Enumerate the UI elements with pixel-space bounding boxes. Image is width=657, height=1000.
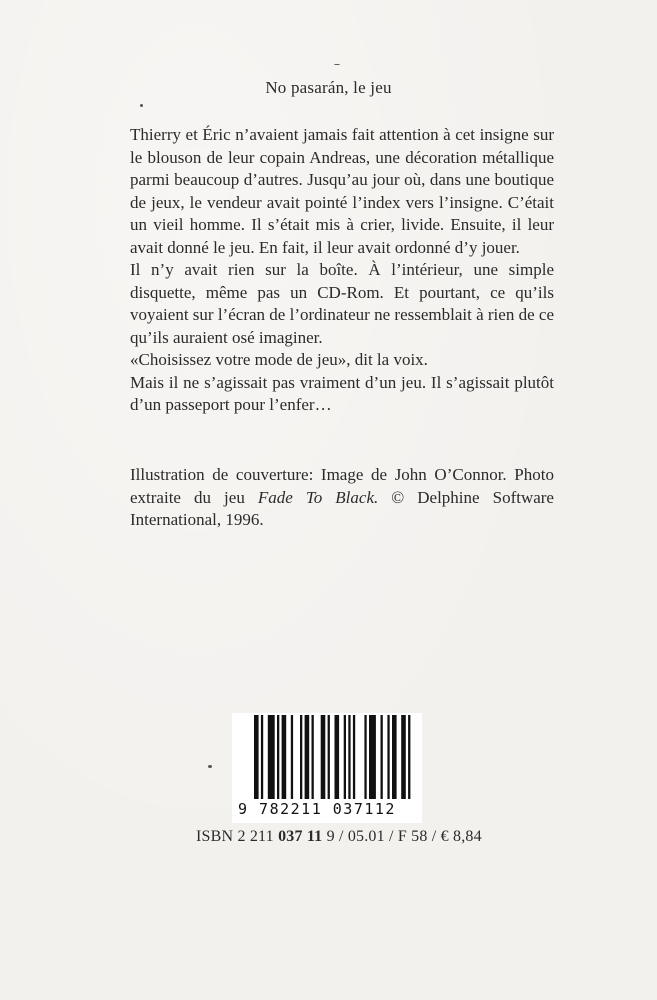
barcode-bar: [321, 715, 326, 799]
barcode-bar: [328, 715, 330, 799]
barcode-bar: [408, 715, 410, 799]
barcode-bar: [353, 715, 355, 799]
barcode-bar: [381, 715, 383, 799]
barcode-digits: 9 782211 037112: [238, 800, 396, 818]
barcode: [232, 713, 422, 823]
book-title: No pasarán, le jeu: [265, 78, 392, 97]
isbn-line: [196, 828, 482, 846]
barcode-bar: [254, 715, 259, 799]
isbn-suffix: 9 / 05.01 / F 58 / € 8,84: [322, 828, 482, 845]
barcode-bar: [364, 715, 366, 799]
barcode-bar: [300, 715, 302, 799]
barcode-bar: [282, 715, 287, 799]
barcode-bar: [261, 715, 263, 799]
dust-speck: [208, 765, 212, 768]
isbn-prefix: ISBN 2 211: [196, 828, 279, 845]
barcode-bar: [401, 715, 406, 799]
cover-credits: [130, 464, 554, 532]
blurb-paragraph-3: «Choisissez votre mode de jeu», dit la voix.: [130, 350, 428, 369]
barcode-bar: [387, 715, 389, 799]
barcode-bar: [268, 715, 275, 799]
barcode-bar: [348, 715, 350, 799]
credits-game-title: Fade To Black.: [257, 487, 379, 507]
blurb: [130, 124, 554, 417]
barcode-bars: [232, 713, 422, 803]
blurb-paragraph-4: Mais il ne s’agissait pas vraiment d’un jeu. Il s’agissait plutôt d’un passeport pour l’enfer…: [130, 372, 554, 414]
barcode-bar: [369, 715, 376, 799]
blurb-paragraph-2: Il n’y avait rien sur la boîte. À l’intérieur, une simple disquette, même pas un CD-Rom. Et pourtant, ce qu’ils voyaient sur l’écran de l’ordinateur ne ressemblait à rien de ce qu’ils auraient osé imaginer.: [130, 260, 554, 347]
credits-text-1: Illustration de couverture: Image de John O’Connor. Photo extraite du jeu: [130, 465, 554, 507]
dust-speck: [140, 104, 143, 107]
isbn-bold: 037 11: [278, 828, 323, 845]
barcode-bar: [392, 715, 397, 799]
credits-text-2: © Delphine Software International, 1996.: [130, 487, 554, 529]
barcode-bar: [291, 715, 293, 799]
barcode-bar: [277, 715, 279, 799]
blurb-paragraph-1: Thierry et Éric n’avaient jamais fait attention à cet insigne sur le blouson de leur copain Andreas, une décoration métallique parmi beaucoup d’autres. Jusqu’au jour où, dans une boutique de jeux, le vendeur avait pointé l’index vers l’insigne. C’était un vieil homme. Il s’était mis à crier, livide. Ensuite, il leur avait donné le jeu. En fait, il leur avait ordonné d’y jouer.: [130, 125, 554, 257]
barcode-bar: [305, 715, 310, 799]
barcode-bar: [335, 715, 340, 799]
barcode-bar: [344, 715, 346, 799]
barcode-bar: [312, 715, 314, 799]
dust-speck: [334, 64, 340, 65]
